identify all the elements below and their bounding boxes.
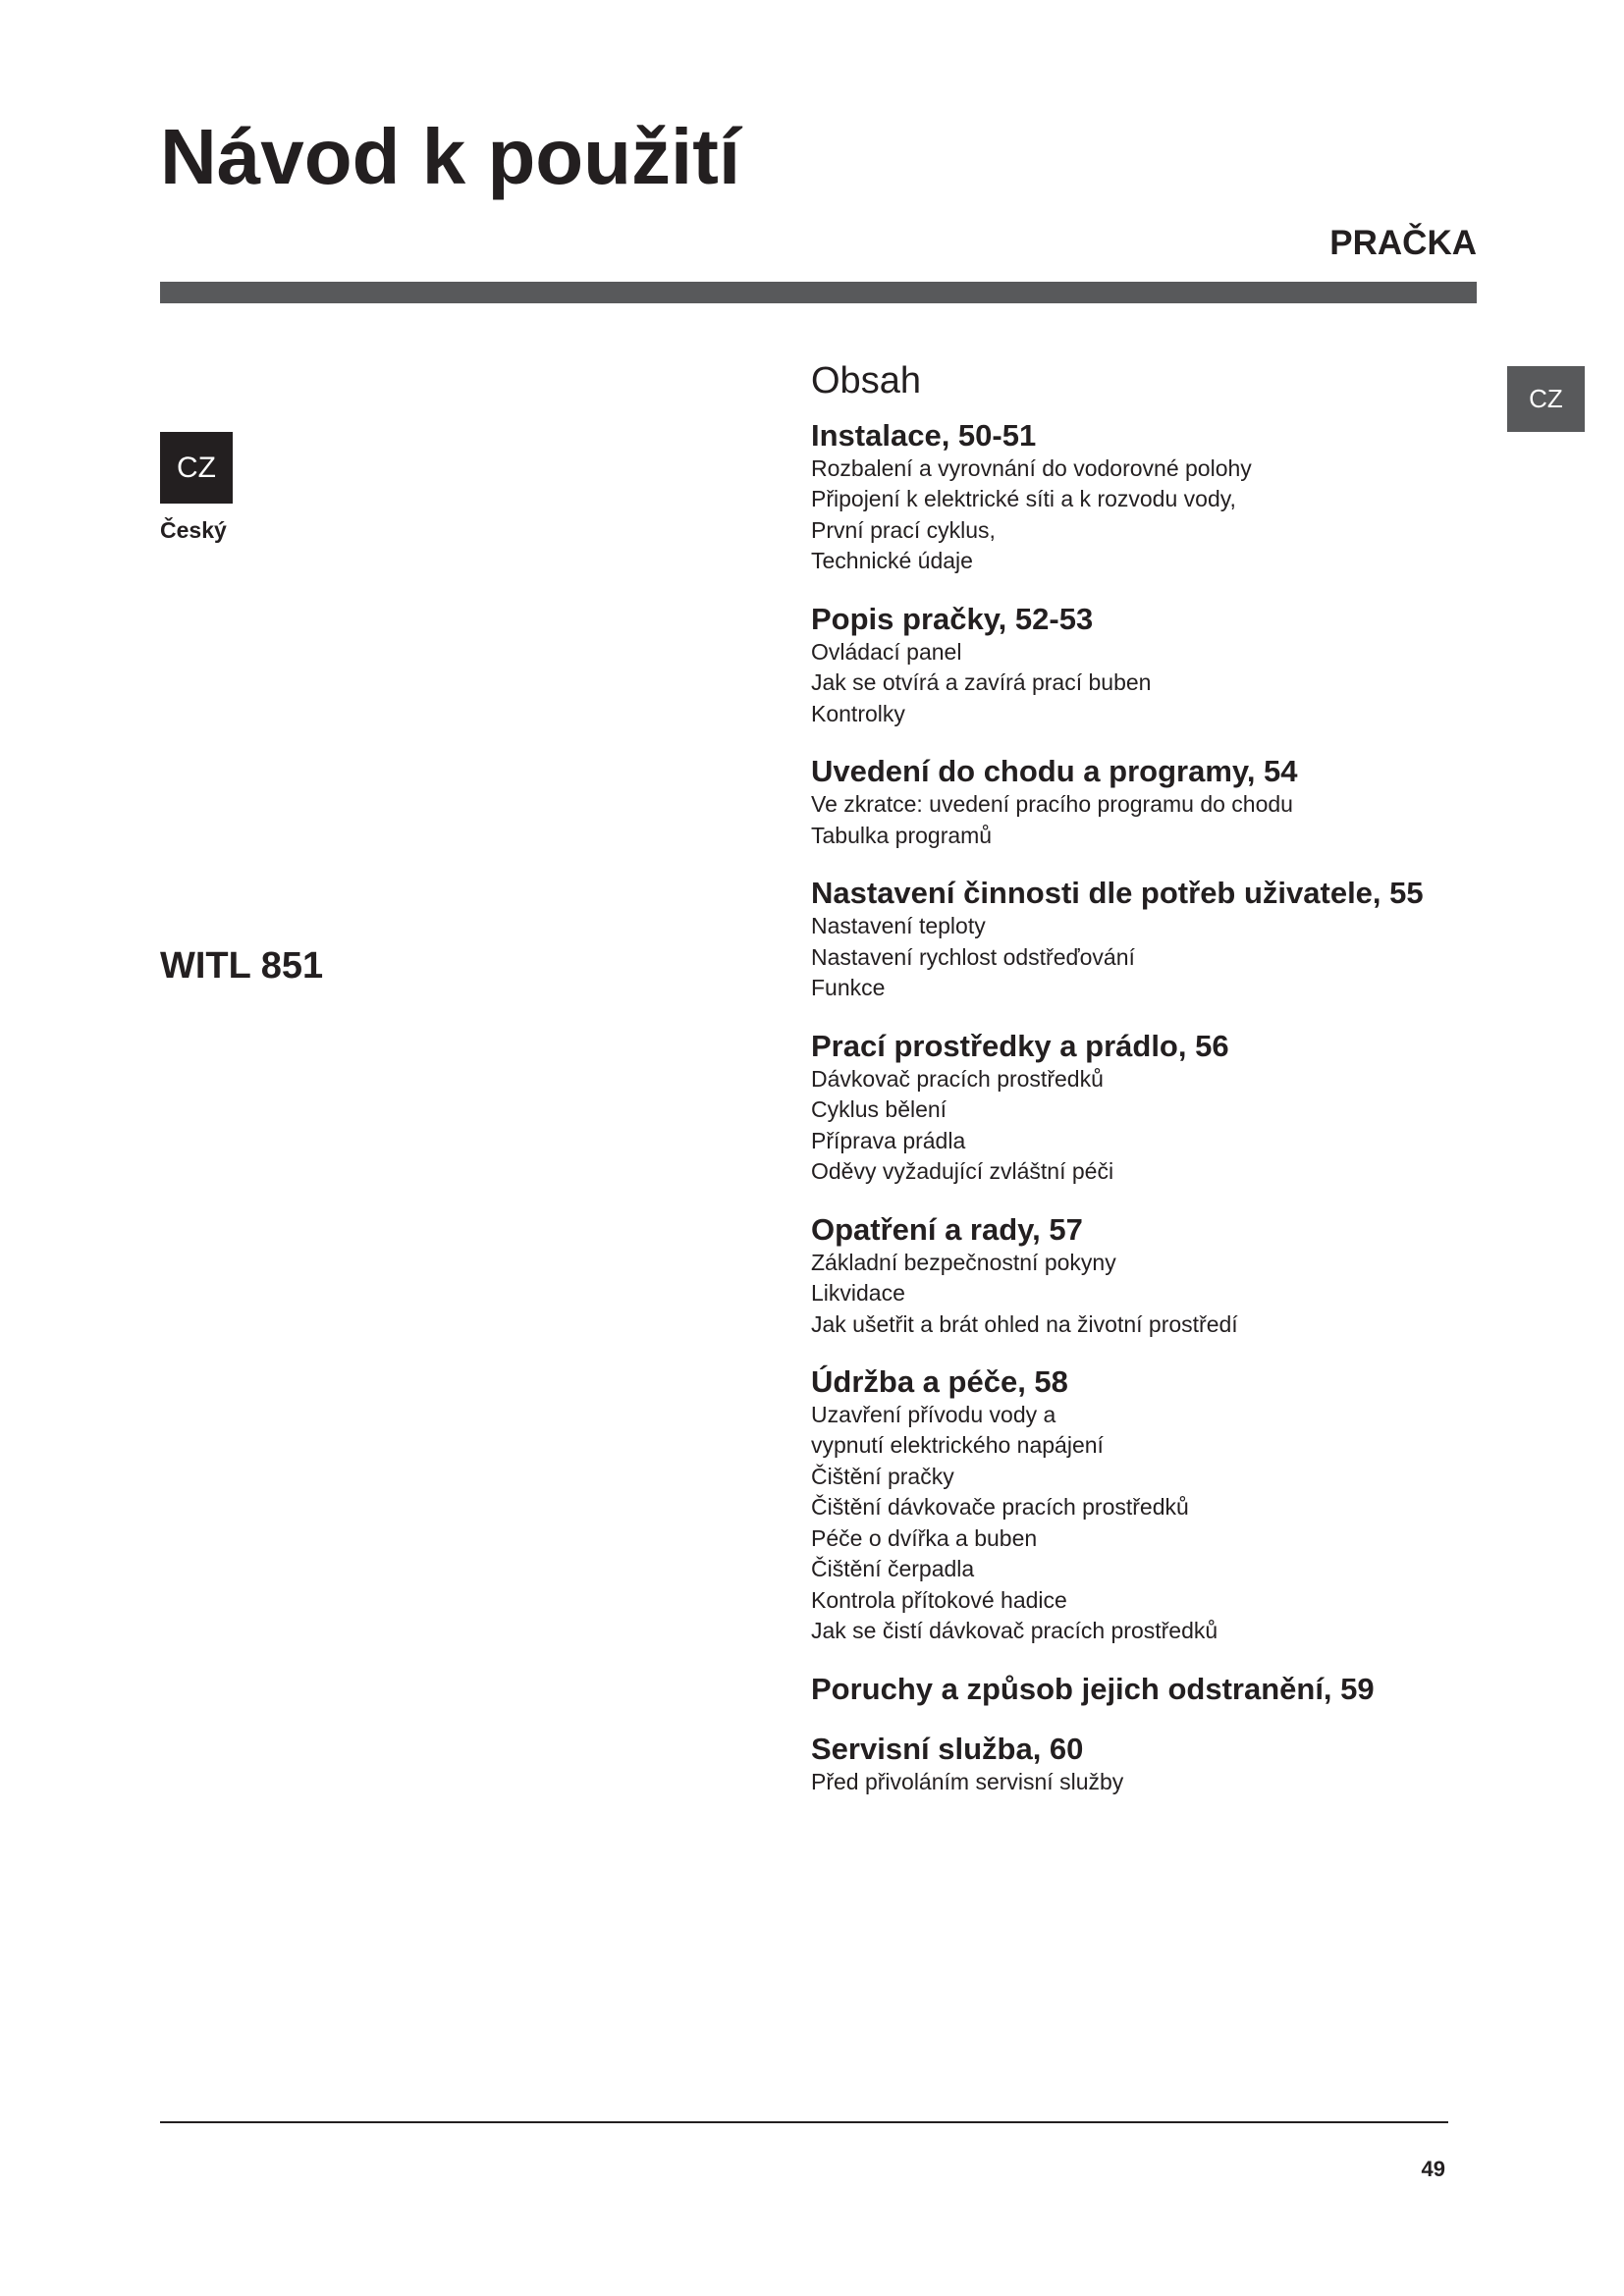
toc-item: Funkce (811, 975, 886, 1001)
toc-item-list (811, 1064, 1498, 1188)
toc-item: Kontrolky (811, 700, 905, 726)
toc-item: Před přivoláním servisní služby (811, 1768, 1124, 1794)
toc-item: Čištění čerpadla (811, 1556, 975, 1582)
toc-section-title: Uvedení do chodu a programy, 54 (811, 754, 1298, 789)
toc-section-title: Opatření a rady, 57 (811, 1211, 1083, 1247)
toc-item-list (811, 911, 1498, 1004)
document-title: Návod k použití (160, 113, 741, 200)
toc-item: První prací cyklus, (811, 516, 996, 543)
language-side-tab (1507, 366, 1585, 432)
toc-section-title: Prací prostředky a prádlo, 56 (811, 1028, 1229, 1063)
toc-item: Jak se čistí dávkovač pracích prostředků (811, 1618, 1218, 1644)
toc-item: Ve zkratce: uvedení pracího programu do chodu (811, 791, 1293, 818)
toc-item-list (811, 1400, 1498, 1647)
toc-sections (811, 418, 1498, 1798)
page-number: 49 (1421, 2157, 1445, 2181)
toc-section (811, 754, 1498, 851)
toc-item-list (811, 789, 1498, 851)
toc-item: Připojení k elektrické síti a k rozvodu vody, (811, 486, 1236, 512)
toc-item-list (811, 637, 1498, 730)
toc-section (811, 1029, 1498, 1188)
header-divider-bar (160, 282, 1477, 303)
language-badge (160, 432, 233, 504)
toc-item: Základní bezpečnostní pokyny (811, 1249, 1116, 1275)
toc-section (811, 602, 1498, 729)
toc-section (811, 876, 1498, 1003)
product-type-label: PRAČKA (1329, 224, 1477, 262)
language-side-tab-label: CZ (1529, 384, 1563, 413)
toc-section-title: Nastavení činnosti dle potřeb uživatele, 55 (811, 876, 1424, 911)
model-name: WITL 851 (160, 945, 324, 987)
toc-section-title: Instalace, 50-51 (811, 417, 1037, 453)
toc-section (811, 1364, 1498, 1647)
toc-item: Tabulka programů (811, 822, 993, 848)
toc-section (811, 1732, 1498, 1797)
toc-item: Nastavení rychlost odstřeďování (811, 943, 1135, 970)
toc-item-list (811, 1767, 1498, 1798)
toc-section (811, 1672, 1498, 1707)
toc-item: vypnutí elektrického napájení (811, 1432, 1104, 1459)
toc-item: Péče o dvířka a buben (811, 1524, 1038, 1551)
toc-item: Cyklus bělení (811, 1096, 947, 1123)
toc-section-title: Poruchy a způsob jejich odstranění, 59 (811, 1671, 1375, 1706)
toc-section-title: Údržba a péče, 58 (811, 1364, 1068, 1400)
toc-item: Kontrola přítokové hadice (811, 1586, 1067, 1613)
toc-item: Oděvy vyžadující zvláštní péči (811, 1158, 1114, 1185)
toc-item: Čištění pračky (811, 1463, 954, 1489)
toc-item: Jak se otvírá a zavírá prací buben (811, 669, 1152, 696)
language-name: Český (160, 517, 227, 543)
toc-section (811, 418, 1498, 577)
toc-section-title: Popis pračky, 52-53 (811, 601, 1094, 636)
table-of-contents (811, 361, 1498, 1822)
toc-section-title: Servisní služba, 60 (811, 1731, 1084, 1766)
toc-item: Jak ušetřit a brát ohled na životní prostředí (811, 1310, 1238, 1337)
toc-item-list (811, 454, 1498, 577)
toc-heading: Obsah (811, 360, 921, 401)
toc-item: Uzavření přívodu vody a (811, 1401, 1056, 1427)
toc-item-list (811, 1248, 1498, 1341)
toc-item: Dávkovač pracích prostředků (811, 1065, 1104, 1092)
language-badge-label: CZ (177, 451, 216, 484)
toc-item: Rozbalení a vyrovnání do vodorovné polohy (811, 454, 1252, 481)
toc-item: Nastavení teploty (811, 913, 986, 939)
footer-divider (160, 2121, 1448, 2123)
toc-item: Čištění dávkovače pracích prostředků (811, 1494, 1189, 1521)
toc-item: Ovládací panel (811, 638, 962, 665)
toc-item: Likvidace (811, 1280, 905, 1307)
toc-section (811, 1212, 1498, 1340)
toc-item: Technické údaje (811, 548, 973, 574)
toc-item: Příprava prádla (811, 1127, 966, 1153)
